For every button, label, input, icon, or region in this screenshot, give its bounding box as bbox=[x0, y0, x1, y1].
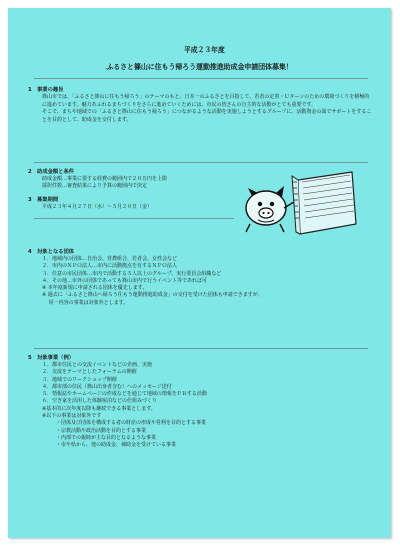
text-line: ４．その他…市外の団体であっても篠山市内で行うイベント等であれば可 bbox=[42, 277, 207, 284]
text-line: ※基本的に次年度以降も継続できる事業とします。 bbox=[42, 405, 156, 412]
bleed-through-text: ・・・・・・・・・・・・ ・・・・・・・・・・ ・・・・・・・・・・・・ ・・・・・・・・・ bbox=[315, 16, 363, 39]
section-heading: 2 助成金額と条件 bbox=[28, 169, 75, 175]
text-line: ４．都市部の住民（篠山出身者含む）へのメッセージ送付 bbox=[42, 383, 172, 390]
divider bbox=[34, 162, 368, 163]
text-line: ２．交流をテーマとしたフォーラムの開催 bbox=[42, 369, 137, 376]
divider bbox=[34, 348, 368, 349]
paragraph: 篠山市では、「ふるさと篠山に住もう帰ろう」のテーマのもと、日本一のふるさとを目指して、若者の定着・Ｕターンのための環境づくりを積極的に進めています。魅力あふれるまちづくりをさらに進めていくためには、市民の皆さんの自主的な活動がとても重要です。 bbox=[42, 94, 370, 108]
text-line: ５．情報誌やホームページの作成などを通じて地域の情報をＰＲする活動 bbox=[42, 391, 207, 398]
boar-mascot-icon bbox=[246, 186, 294, 232]
paragraph: そこで、まちや地域での「ふるさと篠山に住もう帰ろう」につながるような活動を実施しようとするグループに、活動資金の面でサポートをすることを目的として、助成金を交付します。 bbox=[42, 109, 372, 123]
year-badge: 平成２３年度 bbox=[184, 46, 225, 54]
section-heading: 5 対象事業（例） bbox=[28, 355, 75, 361]
text-line: ３．任意の市民団体…市内で活動する５人以上のグループ、実行委員会組織など bbox=[42, 270, 222, 277]
text-line: ３．地域でのワークショップ開催 bbox=[42, 376, 117, 383]
section-purpose bbox=[28, 86, 373, 124]
excluded-item: ・内部での親睦が主な目的となるような事業 bbox=[56, 434, 157, 441]
text-line: ２．市内のＮＰＯ法人…市内に活動拠点を有するＮＰＯ法人 bbox=[42, 263, 178, 270]
text-line: 助成金額…事業に要する経費の範囲内で２０万円を上限 bbox=[42, 176, 168, 182]
section-eligible-groups bbox=[28, 248, 373, 307]
section-eligible-projects bbox=[28, 354, 373, 450]
text-line: 平成２３年４月２７日（水）～５月２０日（金） bbox=[42, 204, 153, 210]
flyer-page bbox=[8, 8, 391, 538]
text-line: ※以下の事業は対象外です bbox=[42, 413, 102, 420]
text-line: ※ 過去に「ふるさと篠山へ帰ろう住もう運動推進助成金」の交付を受けた団体も申請できますが、 bbox=[42, 292, 263, 299]
section-amount bbox=[28, 168, 248, 191]
section-heading: 4 対象となる団体 bbox=[28, 249, 75, 255]
text-line: １．都市住民との交流イベントなどの企画、実施 bbox=[42, 362, 153, 368]
section-heading: 1 事業の趣旨 bbox=[28, 87, 64, 93]
text-line: １．地域内の団体…自治会、営農組合、若者会、女性会など bbox=[42, 256, 178, 262]
divider-top bbox=[34, 78, 368, 79]
text-line: ※ 本年度新規に申請される団体を優先します。 bbox=[42, 285, 148, 292]
open-book-icon bbox=[292, 172, 356, 234]
divider bbox=[34, 218, 234, 219]
main-title: ふるさと篠山に住もう帰ろう運動推進助成金申請団体募集！ bbox=[106, 63, 293, 71]
section-heading: 3 募集期間 bbox=[28, 197, 59, 203]
excluded-item: ・宗教活動や政治活動を目的とする事業 bbox=[56, 427, 147, 434]
excluded-item: ・市や県から、他の助成金、補助金を受けている事業 bbox=[56, 442, 177, 449]
text-line: 同一内容の事業は対象外とします。 bbox=[42, 299, 129, 306]
section-period bbox=[28, 196, 248, 211]
text-line: ６．空き家を活用した体験宿泊などの仕組みづくり bbox=[42, 398, 157, 405]
text-line: 採択件数…審査結果により予算の範囲内で決定 bbox=[42, 183, 148, 190]
mascot-with-book-illustration bbox=[240, 168, 358, 238]
excluded-item: ・団体及び団体を構成する者の財産の形成や営利を目的とする事業 bbox=[56, 420, 207, 427]
